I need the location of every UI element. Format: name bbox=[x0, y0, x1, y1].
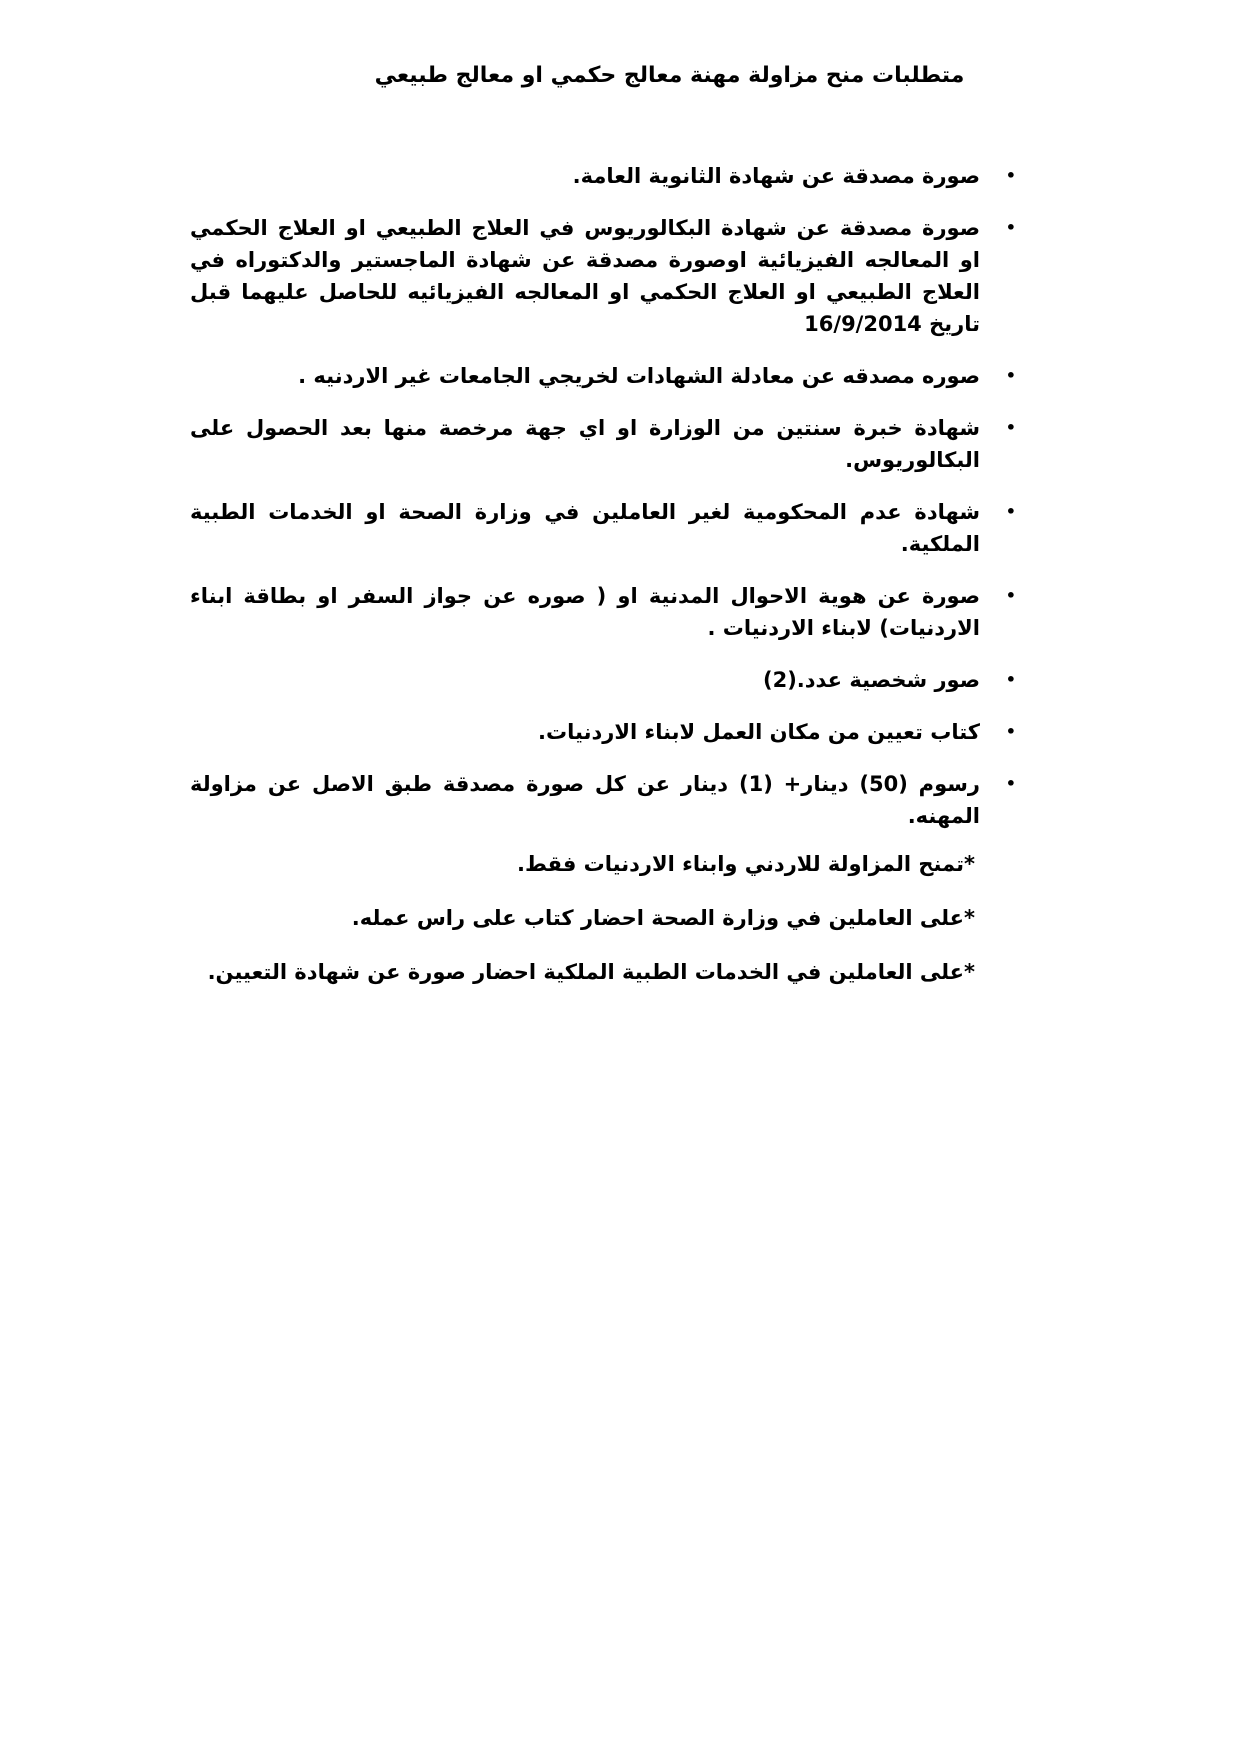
bullet-icon: • bbox=[1005, 774, 1016, 793]
requirement-item bbox=[190, 160, 1016, 192]
bullet-icon: • bbox=[1005, 586, 1016, 605]
requirement-item bbox=[190, 496, 1016, 560]
bullet-icon: • bbox=[1005, 722, 1016, 741]
note-item: *على العاملين في وزارة الصحة احضار كتاب على راس عمله. bbox=[351, 906, 975, 930]
requirement-text: شهادة خبرة سنتين من الوزارة او اي جهة مرخصة منها بعد الحصول على البكالوريوس. bbox=[190, 416, 980, 472]
requirements-list bbox=[190, 160, 1016, 852]
requirement-item bbox=[190, 768, 1016, 832]
bullet-icon: • bbox=[1005, 418, 1016, 437]
bullet-icon: • bbox=[1005, 218, 1016, 237]
requirement-item bbox=[190, 580, 1016, 644]
note-item: *على العاملين في الخدمات الطبية الملكية احضار صورة عن شهادة التعيين. bbox=[207, 960, 975, 984]
requirement-text: كتاب تعيين من مكان العمل لابناء الاردنيات. bbox=[538, 720, 980, 744]
requirement-text: صورة عن هوية الاحوال المدنية او ( صوره عن جواز السفر او بطاقة ابناء الاردنيات) لابناء الاردنيات . bbox=[190, 584, 980, 640]
note-item: *تمنح المزاولة للاردني وابناء الاردنيات فقط. bbox=[517, 852, 975, 876]
requirement-text: صورة مصدقة عن شهادة البكالوريوس في العلاج الطبيعي او العلاج الحكمي او المعالجه الفيزيائية اوصورة مصدقة عن شهادة الماجستير والدكتوراه في العلاج الطبيعي او العلاج الحكمي او المعالجه الفيزيائيه للحاصل عليهما قبل تاريخ 16/9/2014 bbox=[190, 216, 980, 336]
bullet-icon: • bbox=[1005, 166, 1016, 185]
requirement-item bbox=[190, 664, 1016, 696]
requirement-item bbox=[190, 412, 1016, 476]
requirement-text: صورة مصدقة عن شهادة الثانوية العامة. bbox=[572, 164, 980, 188]
requirement-text: صور شخصية عدد.(2) bbox=[762, 668, 980, 692]
requirement-text: شهادة عدم المحكومية لغير العاملين في وزارة الصحة او الخدمات الطبية الملكية. bbox=[190, 500, 980, 556]
requirement-text: رسوم (50) دينار+ (1) دينار عن كل صورة مصدقة طبق الاصل عن مزاولة المهنه. bbox=[190, 772, 980, 828]
notes-section bbox=[190, 848, 975, 1010]
bullet-icon: • bbox=[1005, 366, 1016, 385]
bullet-icon: • bbox=[1005, 502, 1016, 521]
requirement-item bbox=[190, 212, 1016, 340]
bullet-icon: • bbox=[1005, 670, 1016, 689]
requirement-item bbox=[190, 360, 1016, 392]
requirement-item bbox=[190, 716, 1016, 748]
requirement-text: صوره مصدقه عن معادلة الشهادات لخريجي الجامعات غير الاردنيه . bbox=[298, 364, 980, 388]
document-title: متطلبات منح مزاولة مهنة معالج حكمي او معالج طبيعي bbox=[374, 63, 965, 88]
